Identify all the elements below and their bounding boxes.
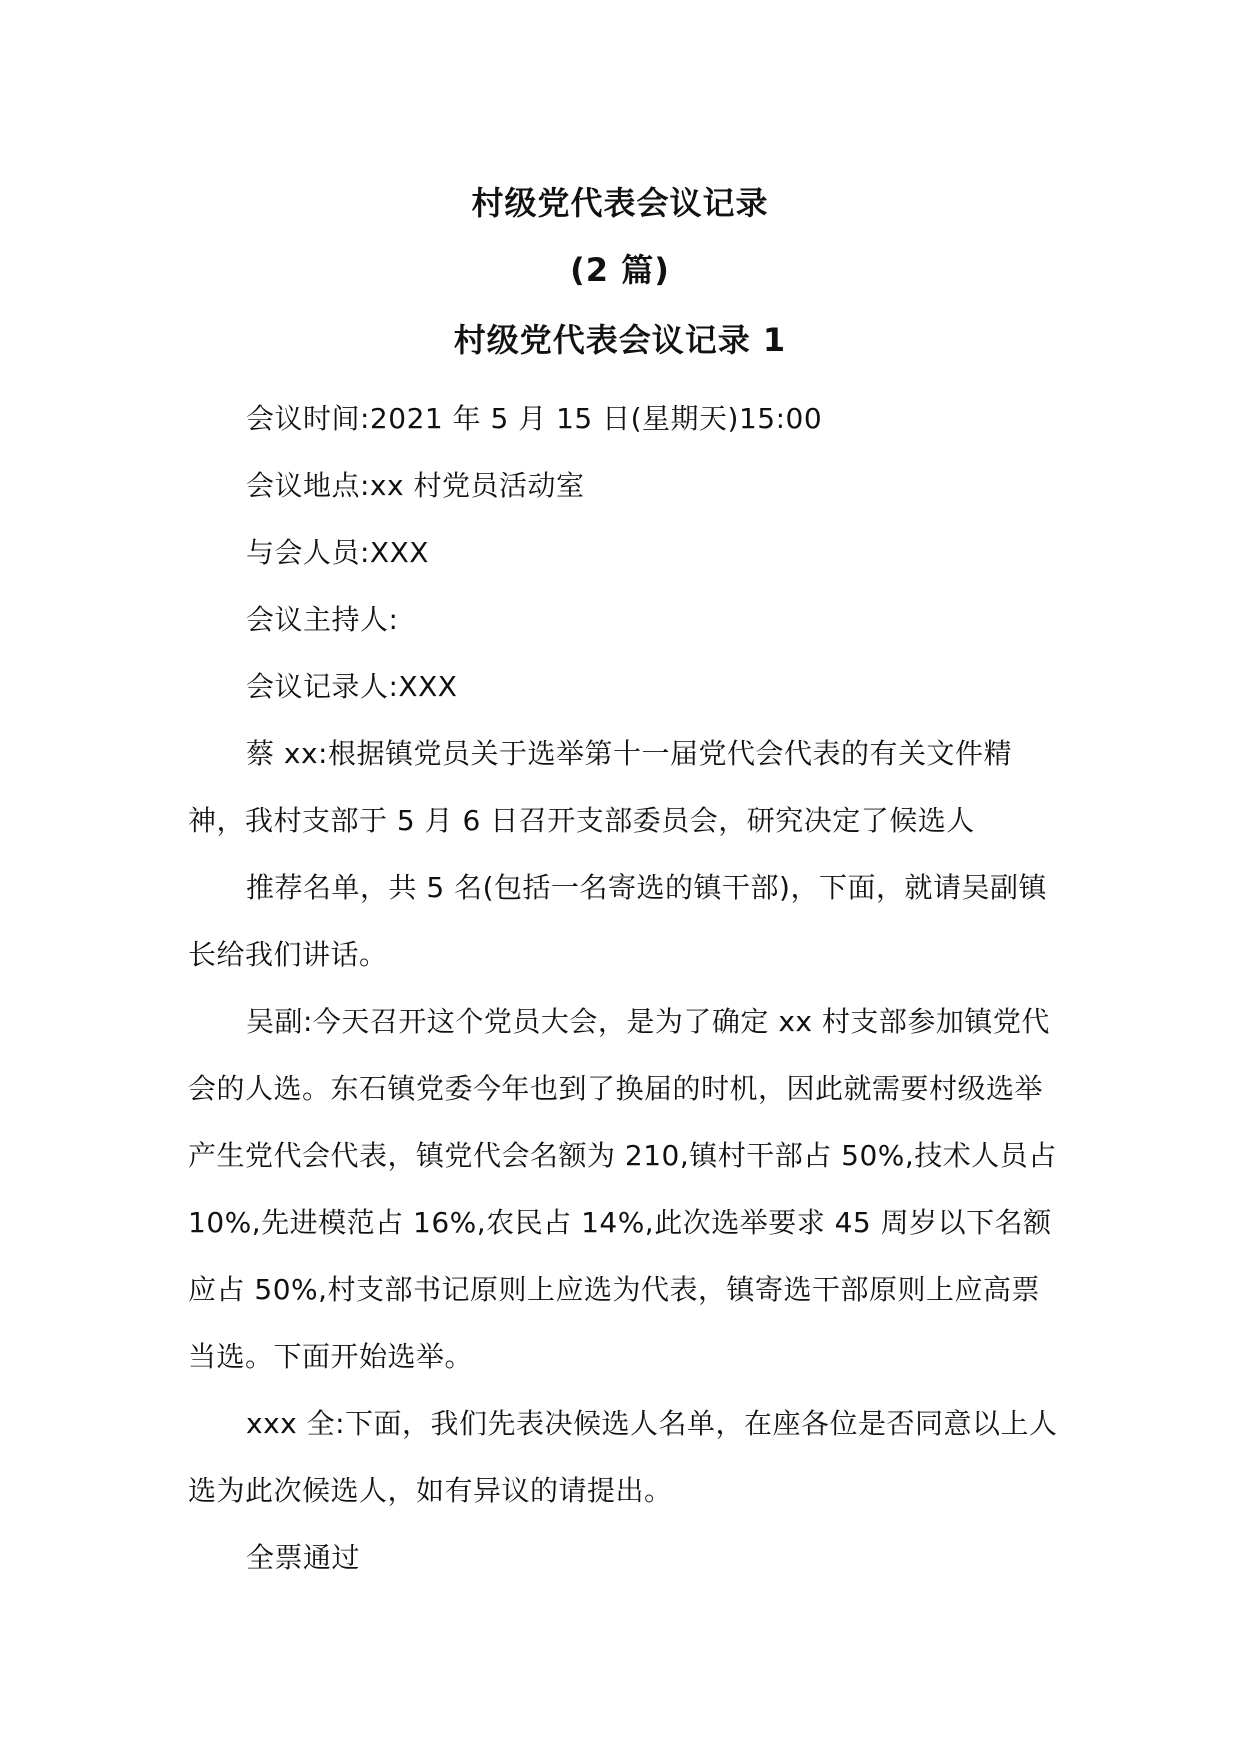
paragraph-vote-call: xxx 全:下面，我们先表决候选人名单，在座各位是否同意以上人选为此次候选人，如有异议的请提出。 xyxy=(188,1407,1058,1507)
paragraph-nomination-list: 推荐名单，共 5 名(包括一名寄选的镇干部)，下面，就请吴副镇长给我们讲话。 xyxy=(188,871,1047,971)
paragraph-recorder: 会议记录人:XXX xyxy=(246,670,458,703)
document-subtitle: (2 篇) xyxy=(570,251,670,289)
paragraph-meeting-time: 会议时间:2021 年 5 月 15 日(星期天)15:00 xyxy=(246,402,823,435)
paragraph-vote-result: 全票通过 xyxy=(246,1541,361,1574)
paragraph-cai-speech: 蔡 xx:根据镇党员关于选举第十一届党代会代表的有关文件精神，我村支部于 5 月 6 日召开支部委员会，研究决定了候选人 xyxy=(188,737,1012,837)
paragraph-host: 会议主持人: xyxy=(246,603,399,636)
paragraph-attendees: 与会人员:XXX xyxy=(246,536,429,569)
paragraph-meeting-place: 会议地点:xx 村党员活动室 xyxy=(246,469,585,502)
document-body xyxy=(188,385,1058,1591)
section-title: 村级党代表会议记录 1 xyxy=(453,321,787,359)
document-title: 村级党代表会议记录 xyxy=(471,184,769,222)
paragraph-wu-speech: 吴副:今天召开这个党员大会，是为了确定 xx 村支部参加镇党代会的人选。东石镇党委今年也到了换届的时机，因此就需要村级选举产生党代会代表，镇党代会名额为 210,镇村干部占 50%,技术人员占 10%,先进模范占 16%,农民占 14%,此次选举要求 45 周岁以下名额应占 50%,村支部书记原则上应选为代表，镇寄选干部原则上应高票当选。下面开始选举。 xyxy=(188,1005,1057,1373)
